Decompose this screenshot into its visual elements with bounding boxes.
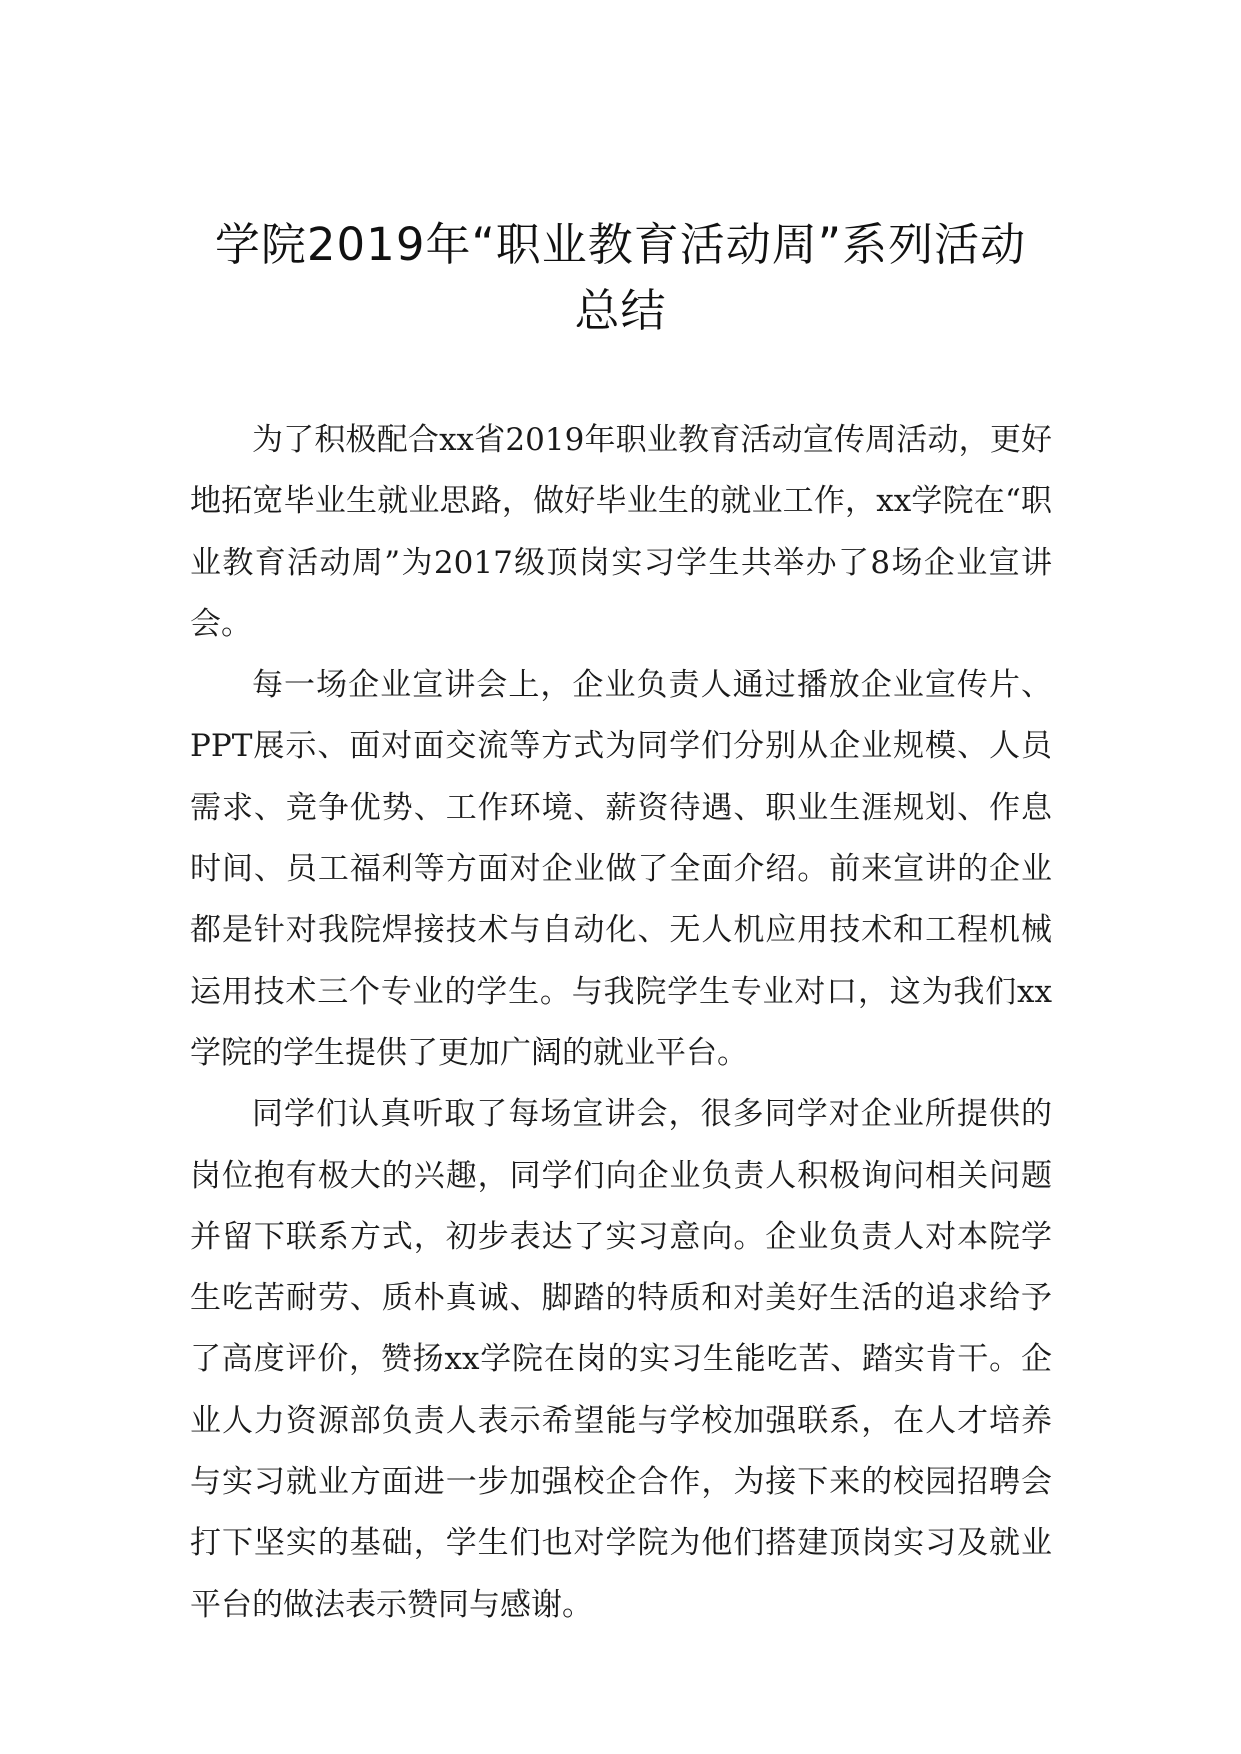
document-title bbox=[150, 212, 1091, 344]
paragraph-2: 每一场企业宣讲会上，企业负责人通过播放企业宣传片、PPT展示、面对面交流等方式为同学们分别从企业规模、人员需求、竞争优势、工作环境、薪资待遇、职业生涯规划、作息时间、员工福利等方面对企业做了全面介绍。前来宣讲的企业都是针对我院焊接技术与自动化、无人机应用技术和工程机械运用技术三个专业的学生。与我院学生专业对口，这为我们xx学院的学生提供了更加广阔的就业平台。 bbox=[190, 667, 1052, 1071]
document-body bbox=[190, 410, 1052, 1636]
paragraph-3: 同学们认真听取了每场宣讲会，很多同学对企业所提供的岗位抱有极大的兴趣，同学们向企业负责人积极询问相关问题并留下联系方式，初步表达了实习意向。企业负责人对本院学生吃苦耐劳、质朴真诚、脚踏的特质和对美好生活的追求给予了高度评价，赞扬xx学院在岗的实习生能吃苦、踏实肯干。企业人力资源部负责人表示希望能与学校加强联系，在人才培养与实习就业方面进一步加强校企合作，为接下来的校园招聘会打下坚实的基础，学生们也对学院为他们搭建顶岗实习及就业平台的做法表示赞同与感谢。 bbox=[190, 1096, 1052, 1623]
title-line-1: 学院2019年“职业教育活动周”系列活动 bbox=[214, 218, 1027, 271]
title-line-2: 总结 bbox=[574, 284, 667, 337]
paragraph-1: 为了积极配合xx省2019年职业教育活动宣传周活动，更好地拓宽毕业生就业思路，做好毕业生的就业工作，xx学院在“职业教育活动周”为2017级顶岗实习学生共举办了8场企业宣讲会。 bbox=[190, 422, 1052, 642]
